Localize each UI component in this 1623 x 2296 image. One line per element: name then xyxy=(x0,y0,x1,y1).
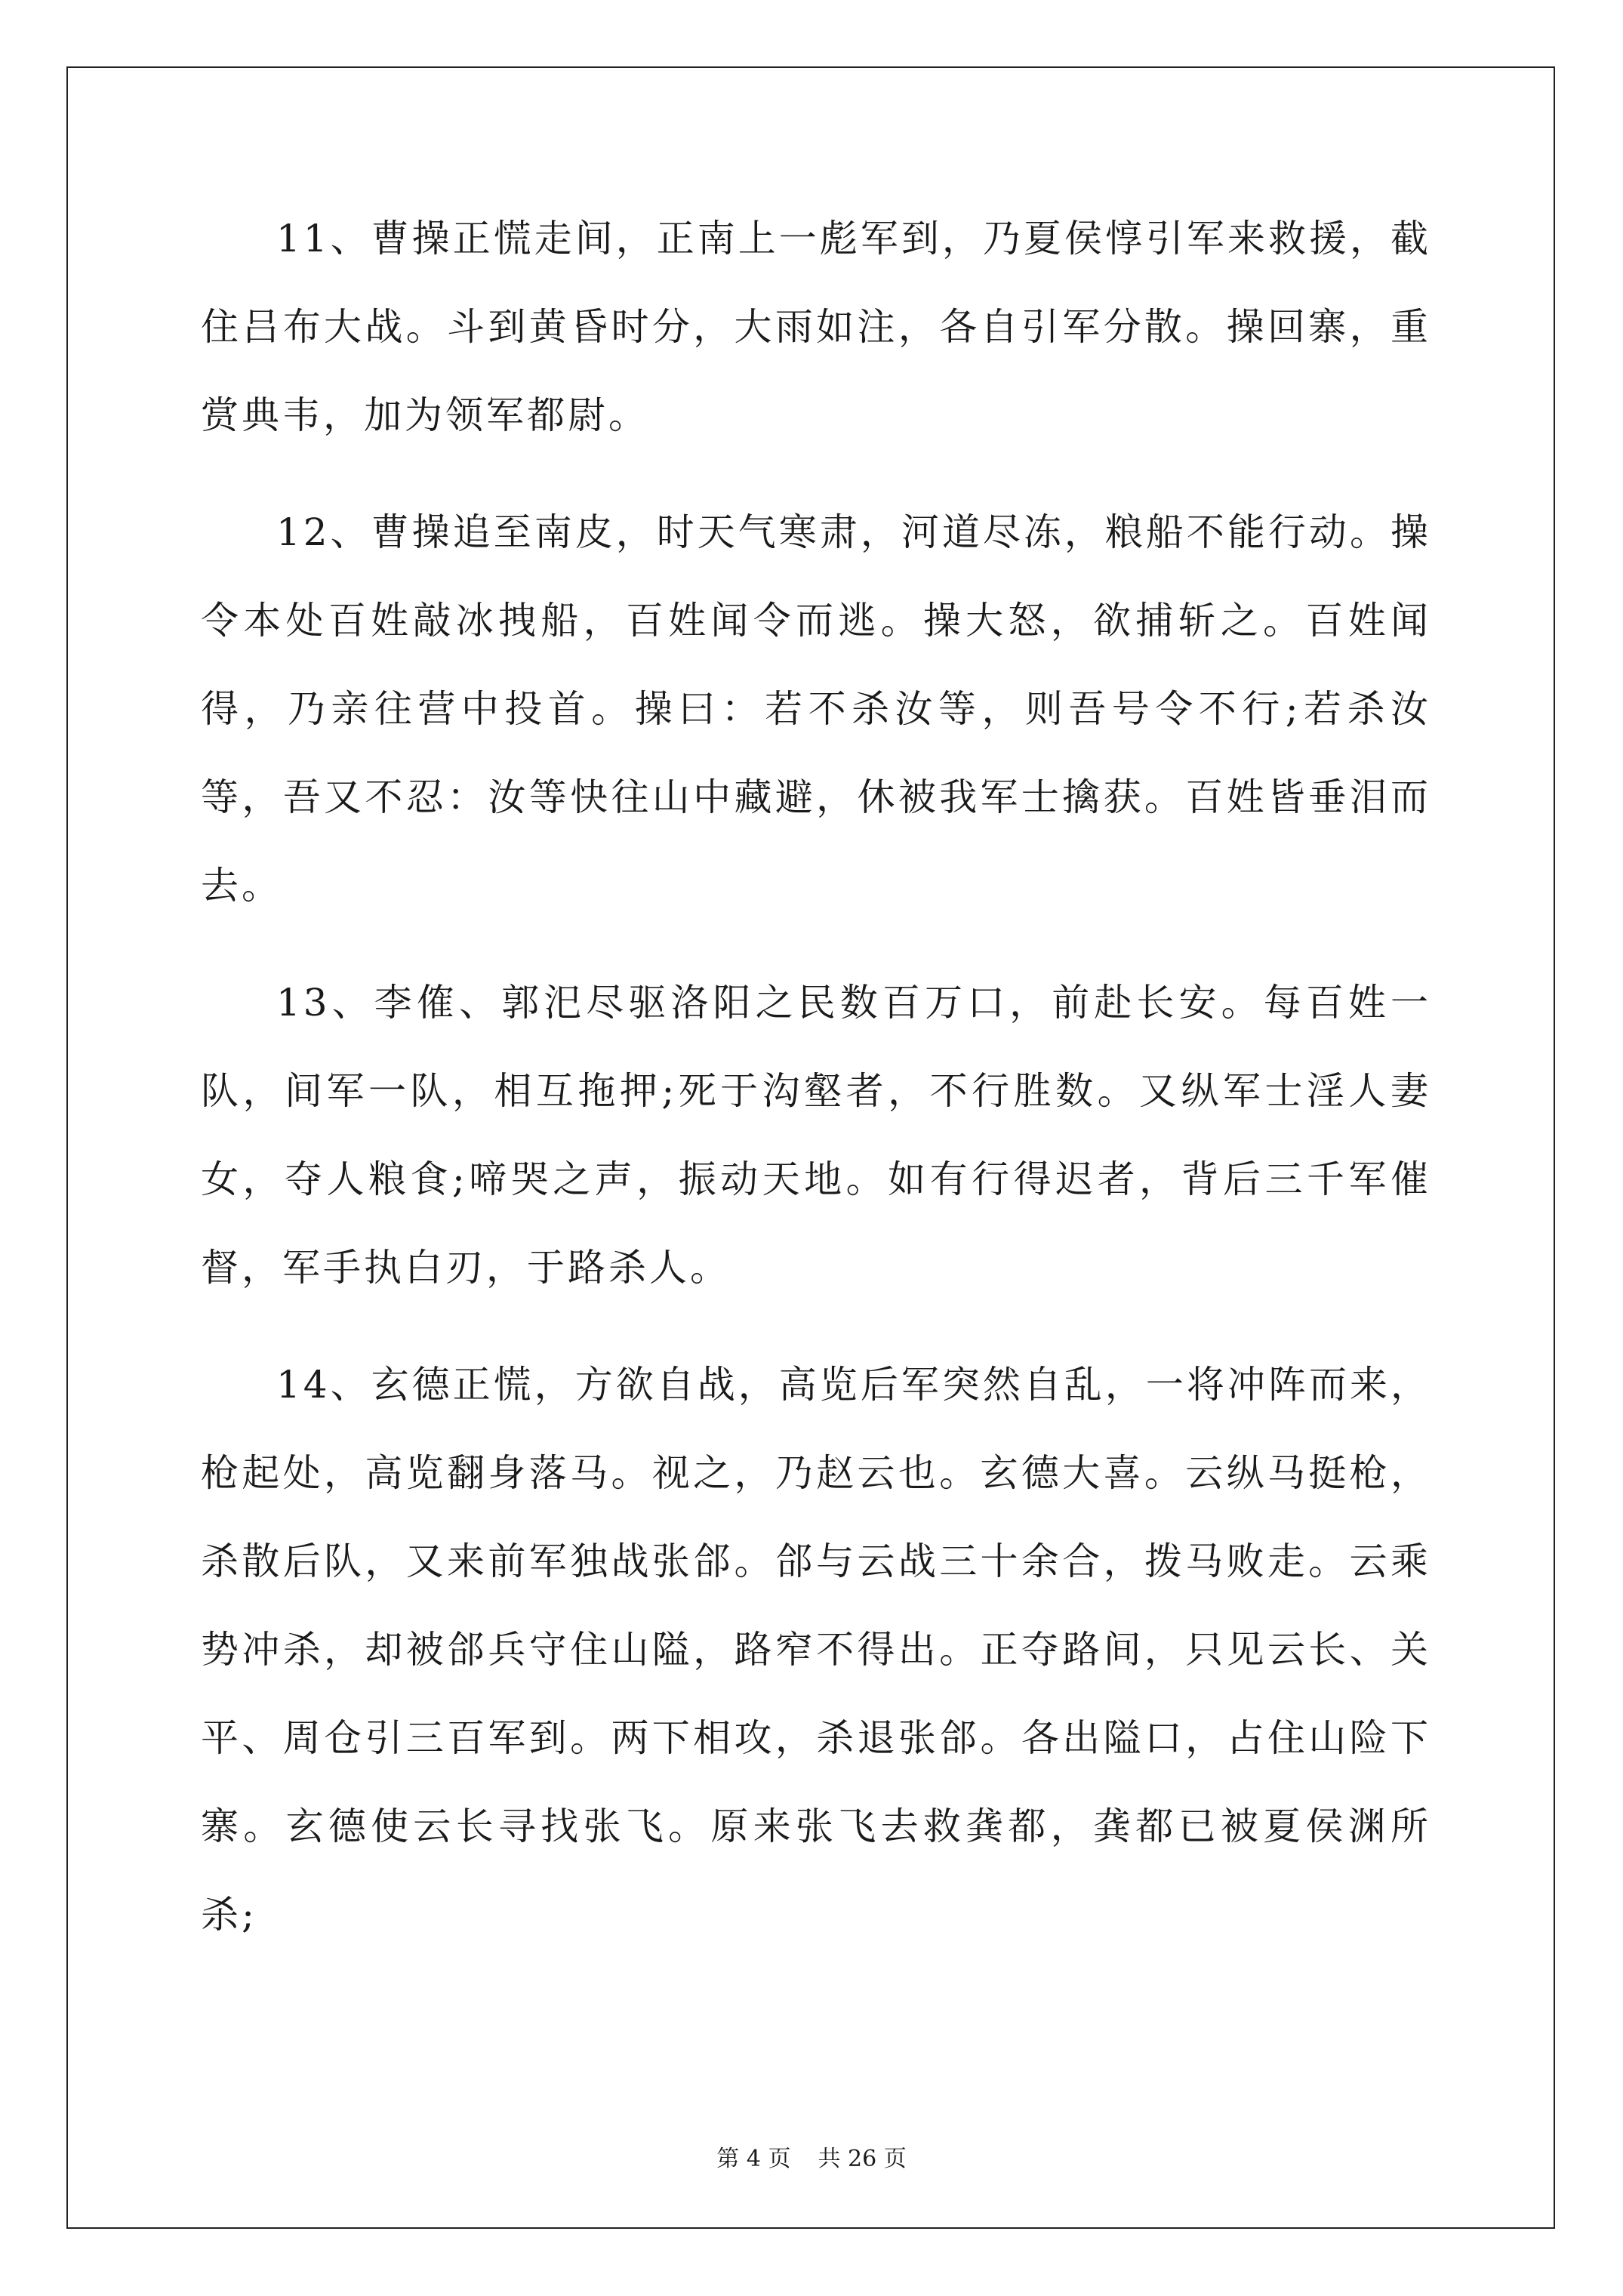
paragraph-13: 13、李傕、郭汜尽驱洛阳之民数百万口，前赴长安。每百姓一队，间军一队，相互拖押;死于沟壑者，不行胜数。又纵军士淫人妻女，夺人粮食;啼哭之声，振动天地。如有行得迟者，背后三千军催督，军手执白刃，于路杀人。 xyxy=(201,981,1431,1290)
page-total: 共 26 页 xyxy=(818,2146,907,2172)
paragraph-12: 12、曹操追至南皮，时天气寒肃，河道尽冻，粮船不能行动。操令本处百姓敲冰拽船，百姓闻令而逃。操大怒，欲捕斩之。百姓闻得，乃亲往营中投首。操曰：若不杀汝等，则吾号令不行;若杀汝等，吾又不忍：汝等快往山中藏避，休被我军士擒获。百姓皆垂泪而去。 xyxy=(201,510,1431,908)
document-body xyxy=(201,195,1431,1988)
paragraph-14: 14、玄德正慌，方欲自战，高览后军突然自乱，一将冲阵而来，枪起处，高览翻身落马。视之，乃赵云也。玄德大喜。云纵马挺枪，杀散后队，又来前军独战张郃。郃与云战三十余合，拨马败走。云乘势冲杀，却被郃兵守住山隘，路窄不得出。正夺路间，只见云长、关平、周仓引三百军到。两下相攻，杀退张郃。各出隘口，占住山险下寨。玄德使云长寻找张飞。原来张飞去救龚都，龚都已被夏侯渊所杀; xyxy=(201,1363,1431,1937)
page-number: 第 4 页 xyxy=(716,2146,791,2172)
page-footer xyxy=(0,2144,1623,2174)
paragraph-11: 11、曹操正慌走间，正南上一彪军到，乃夏侯惇引军来救援，截住吕布大战。斗到黄昏时分，大雨如注，各自引军分散。操回寨，重赏典韦，加为领军都尉。 xyxy=(201,217,1431,437)
